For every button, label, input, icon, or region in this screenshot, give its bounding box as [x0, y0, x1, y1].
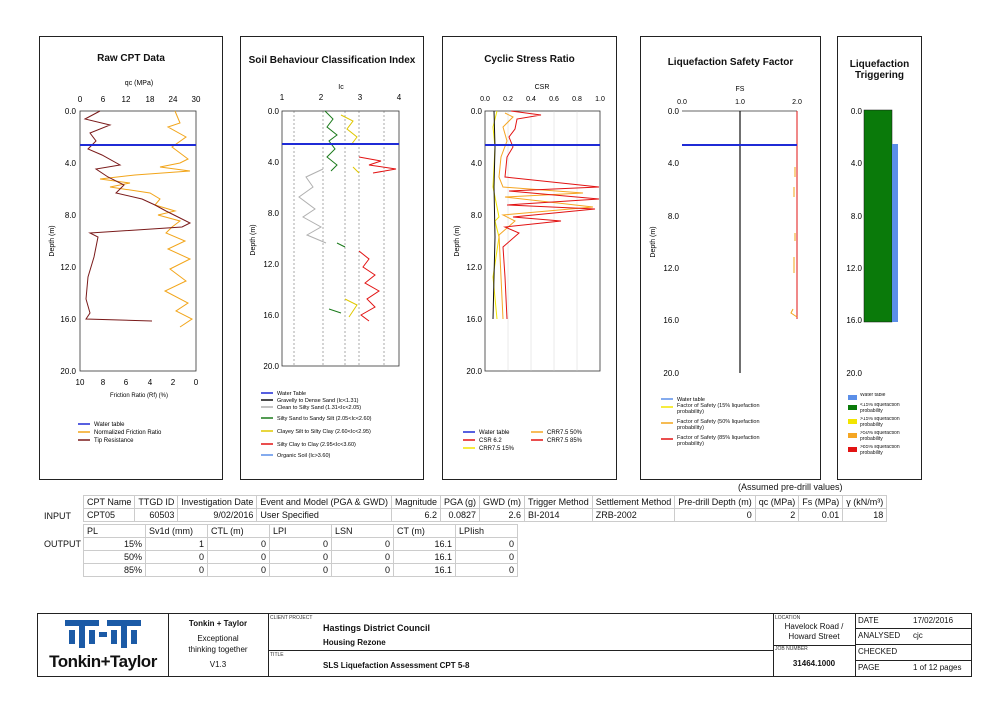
depth-axis-label: Depth (m) [250, 224, 257, 256]
csr-tick: 0.6 [549, 96, 559, 103]
table-cell: 0 [270, 538, 332, 551]
ic-yellow-segment [341, 115, 359, 317]
sbc-title: Soil Behaviour Classification Index [248, 55, 416, 66]
table-header: CPT Name [84, 496, 135, 509]
csr-tick: 0.2 [503, 96, 513, 103]
crr-red-curve [503, 111, 599, 319]
table-cell: 0.01 [799, 509, 843, 522]
depth-tick: 16.0 [663, 316, 679, 325]
table-cell: 0 [208, 564, 270, 577]
depth-axis-label: Depth (m) [650, 226, 657, 258]
client-name: Hastings District Council [323, 623, 431, 633]
client-project-label: CLIENT PROJECT [270, 615, 313, 621]
legend-label: Water table [860, 393, 886, 398]
company-name: Tonkin + Taylor [188, 619, 248, 628]
legend-label: Factor of Safety (85% liquefaction probability) [677, 435, 760, 447]
qc-tick: 18 [145, 95, 155, 104]
fs-curve-50 [791, 167, 797, 317]
title-label: TITLE [270, 652, 284, 658]
depth-tick: 4.0 [667, 159, 679, 168]
csr-tick: 0.0 [480, 96, 490, 103]
date-label: DATE [858, 616, 879, 625]
job-number: 31464.1000 [792, 659, 836, 668]
checked-label: CHECKED [858, 647, 898, 656]
table-cell: 0 [675, 509, 756, 522]
location-value: Havelock Road / Howard Street [784, 622, 844, 641]
depth-tick: 20.0 [663, 369, 679, 378]
table-cell: 16.1 [394, 551, 456, 564]
fs-axis-label: FS [735, 86, 745, 93]
depth-tick: 20.0 [466, 367, 482, 376]
legend-label: <15% liquefaction probability [860, 403, 900, 414]
legend-swatch [848, 447, 857, 452]
table-row [84, 538, 518, 551]
legend-label: Water table [677, 397, 705, 403]
table-cell: 0 [146, 564, 208, 577]
legend-label: Gravelly to Dense Sand (Ic<1.31) [277, 398, 359, 404]
rf-tick: 2 [170, 378, 176, 387]
table-cell: 0 [208, 551, 270, 564]
fs-tick: 1.0 [735, 99, 745, 106]
triggering-title: Liquefaction Triggering [849, 59, 910, 81]
depth-tick: 12.0 [466, 263, 482, 272]
table-header: Event and Model (PGA & GWD) [257, 496, 392, 509]
table-cell: User Specified [257, 509, 392, 522]
analysed-label: ANALYSED [858, 631, 901, 640]
page-value: 1 of 12 pages [913, 663, 962, 672]
table-row [84, 564, 518, 577]
location-label: LOCATION [775, 615, 801, 621]
table-cell: 0 [146, 551, 208, 564]
table-cell: 0 [332, 564, 394, 577]
table-header: Pre-drill Depth (m) [675, 496, 756, 509]
table-cell: 16.1 [394, 538, 456, 551]
table-header: LPIish [456, 525, 518, 538]
legend-label: CRR7.5 85% [547, 438, 583, 444]
ic-tick: 2 [318, 93, 324, 102]
output-row-label: OUTPUT [44, 539, 81, 549]
rf-tick: 0 [193, 378, 199, 387]
depth-tick: 0.0 [667, 107, 679, 116]
raw-cpt-title: Raw CPT Data [97, 53, 165, 64]
legend-label: Factor of Safety (15% liquefaction probability) [677, 403, 760, 415]
table-header: Fs (MPa) [799, 496, 843, 509]
ic-red-segment [359, 157, 396, 321]
triggering-chart [838, 37, 921, 479]
pre-drill-note: (Assumed pre-drill values) [738, 482, 843, 492]
table-header: Investigation Date [178, 496, 257, 509]
legend-label: Water table [94, 422, 125, 428]
depth-tick: 12.0 [663, 264, 679, 273]
output-table [83, 524, 518, 577]
plot-frame [485, 111, 600, 371]
legend-label: Tip Resistance [94, 438, 134, 444]
title-block [37, 613, 972, 677]
legend-label: Clean to Silty Sand (1.31<Ic<2.05) [277, 405, 362, 411]
qc-tick: 12 [121, 95, 131, 104]
depth-tick: 0.0 [850, 107, 862, 116]
legend-swatch [848, 419, 857, 424]
table-header: PL [84, 525, 146, 538]
depth-tick: 0.0 [470, 107, 482, 116]
table-cell: ZRB-2002 [592, 509, 675, 522]
depth-tick: 0.0 [64, 107, 76, 116]
table-cell: 1 [146, 538, 208, 551]
rf-tick: 8 [100, 378, 106, 387]
depth-tick: 4.0 [470, 159, 482, 168]
fs-tick: 0.0 [677, 99, 687, 106]
qc-tick: 0 [77, 95, 83, 104]
depth-tick: 20.0 [60, 367, 76, 376]
table-cell: 2 [755, 509, 799, 522]
table-header: LPI [270, 525, 332, 538]
table-cell: 85% [84, 564, 146, 577]
csr-title: Cyclic Stress Ratio [484, 54, 575, 65]
table-header: Settlement Method [592, 496, 675, 509]
ic-tick: 4 [396, 93, 402, 102]
depth-tick: 16.0 [263, 311, 279, 320]
ic-green-segment [325, 111, 345, 313]
rf-tick: 6 [123, 378, 129, 387]
triggering-water-bar [892, 144, 898, 322]
depth-tick: 4.0 [850, 159, 862, 168]
depth-axis-label: Depth (m) [49, 225, 56, 257]
legend-swatch [848, 395, 857, 400]
legend-label: >15% liquefaction probability [860, 417, 900, 428]
legend-label: CSR 6.2 [479, 438, 502, 444]
legend-label: Factor of Safety (50% liquefaction probability) [677, 419, 760, 431]
rf-tick: 10 [75, 378, 85, 387]
table-cell: CPT05 [84, 509, 135, 522]
csr-tick: 0.4 [526, 96, 536, 103]
legend-swatch [848, 405, 857, 410]
table-header: qc (MPa) [755, 496, 799, 509]
qc-tick: 24 [168, 95, 178, 104]
depth-tick: 8.0 [667, 212, 679, 221]
company-cell [168, 614, 269, 676]
date-value: 17/02/2016 [913, 616, 954, 625]
depth-tick: 8.0 [64, 211, 76, 220]
depth-tick: 4.0 [267, 158, 279, 167]
input-row-label: INPUT [44, 511, 71, 521]
table-cell: 60503 [135, 509, 178, 522]
depth-tick: 0.0 [267, 107, 279, 116]
table-header: PGA (g) [440, 496, 479, 509]
depth-tick: 20.0 [263, 362, 279, 371]
depth-axis-label: Depth (m) [454, 225, 461, 257]
analysed-value: cjc [913, 631, 923, 640]
depth-tick: 12.0 [846, 264, 862, 273]
table-cell: 0 [456, 564, 518, 577]
table-cell: 18 [843, 509, 887, 522]
table-header: γ (kN/m³) [843, 496, 887, 509]
table-cell: 0 [456, 538, 518, 551]
job-number-label: JOB NUMBER [775, 646, 808, 652]
fs-panel [640, 36, 821, 480]
friction-ratio-curve [100, 111, 192, 327]
raw-cpt-panel [39, 36, 223, 480]
legend-label: CRR7.5 15% [479, 446, 515, 452]
csr-tick: 1.0 [595, 96, 605, 103]
legend-label: CRR7.5 50% [547, 430, 583, 436]
depth-tick: 20.0 [846, 369, 862, 378]
legend-label: >85% liquefaction probability [860, 445, 900, 456]
company-tagline: Exceptional thinking together [188, 634, 248, 654]
ic-tick: 3 [357, 93, 363, 102]
table-header: CT (m) [394, 525, 456, 538]
table-header: TTGD ID [135, 496, 178, 509]
csr-chart [443, 37, 616, 479]
table-row [84, 496, 887, 509]
logo-cell [38, 614, 169, 676]
page-label: PAGE [858, 663, 880, 672]
table-cell: 0 [270, 564, 332, 577]
location-cell [773, 614, 856, 676]
qc-tick: 6 [100, 95, 106, 104]
table-header: LSN [332, 525, 394, 538]
legend-label: Silty Sand to Sandy Silt (2.05<Ic<2.60) [277, 416, 372, 422]
table-cell: BI-2014 [525, 509, 593, 522]
table-header: GWD (m) [480, 496, 525, 509]
project-cell [268, 614, 774, 676]
table-cell: 2.6 [480, 509, 525, 522]
table-cell: 0 [456, 551, 518, 564]
table-row [84, 551, 518, 564]
table-row [84, 525, 518, 538]
table-cell: 6.2 [391, 509, 440, 522]
info-cell [855, 614, 971, 676]
csr-tick: 0.8 [572, 96, 582, 103]
raw-cpt-chart [40, 37, 222, 479]
depth-tick: 16.0 [466, 315, 482, 324]
table-header: Sv1d (mm) [146, 525, 208, 538]
depth-tick: 8.0 [470, 211, 482, 220]
qc-axis-label: qc (MPa) [124, 80, 154, 87]
plot-frame [282, 111, 399, 366]
rf-axis-label: Friction Ratio (Rf) (%) [109, 393, 169, 399]
table-cell: 9/02/2016 [178, 509, 257, 522]
legend-label: Normalized Friction Ratio [94, 430, 162, 436]
legend-label: Silty Clay to Clay (2.95<Ic<3.60) [277, 442, 356, 448]
version: V1.3 [209, 660, 227, 669]
crr-orange-curve [499, 113, 593, 319]
legend-swatch [848, 433, 857, 438]
legend-label: Water table [479, 430, 510, 436]
fs-chart [641, 37, 820, 479]
ic-tick: 1 [279, 93, 285, 102]
table-cell: 15% [84, 538, 146, 551]
tonkin-taylor-logo-icon [63, 618, 143, 652]
table-cell: 0 [208, 538, 270, 551]
table-header: CTL (m) [208, 525, 270, 538]
triggering-panel [837, 36, 922, 480]
legend-label: >50% liquefaction probability [860, 431, 900, 442]
depth-tick: 16.0 [60, 315, 76, 324]
table-cell: 16.1 [394, 564, 456, 577]
input-table [83, 495, 887, 522]
ic-gray-segment [299, 169, 326, 243]
table-header: Trigger Method [525, 496, 593, 509]
fs-tick: 2.0 [792, 99, 802, 106]
qc-tick: 30 [191, 95, 201, 104]
depth-tick: 12.0 [60, 263, 76, 272]
logo-wordmark: Tonkin+Taylor [49, 652, 157, 671]
table-cell: 0.0827 [440, 509, 479, 522]
table-row [84, 509, 887, 522]
depth-tick: 16.0 [846, 316, 862, 325]
legend-label: Organic Soil (Ic>3.60) [277, 453, 331, 459]
csr-curve [493, 111, 495, 319]
depth-tick: 4.0 [64, 159, 76, 168]
tip-resistance-curve [85, 111, 190, 321]
depth-tick: 8.0 [850, 212, 862, 221]
table-cell: 0 [332, 538, 394, 551]
csr-panel [442, 36, 617, 480]
table-cell: 50% [84, 551, 146, 564]
sbc-chart [241, 37, 423, 479]
legend-label: Clayey Silt to Silty Clay (2.60<Ic<2.95) [277, 429, 371, 435]
depth-tick: 8.0 [267, 209, 279, 218]
sbc-panel [240, 36, 424, 480]
table-cell: 0 [332, 551, 394, 564]
csr-axis-label: CSR [534, 84, 550, 91]
depth-tick: 12.0 [263, 260, 279, 269]
rf-tick: 4 [147, 378, 153, 387]
table-cell: 0 [270, 551, 332, 564]
fs-title: Liquefaction Safety Factor [667, 57, 794, 68]
drawing-title: SLS Liquefaction Assessment CPT 5-8 [323, 661, 470, 670]
table-header: Magnitude [391, 496, 440, 509]
project-name: Housing Rezone [323, 638, 386, 647]
triggering-green-bar [864, 110, 892, 322]
legend-label: Water Table [277, 391, 307, 397]
ic-axis-label: Ic [338, 84, 344, 91]
